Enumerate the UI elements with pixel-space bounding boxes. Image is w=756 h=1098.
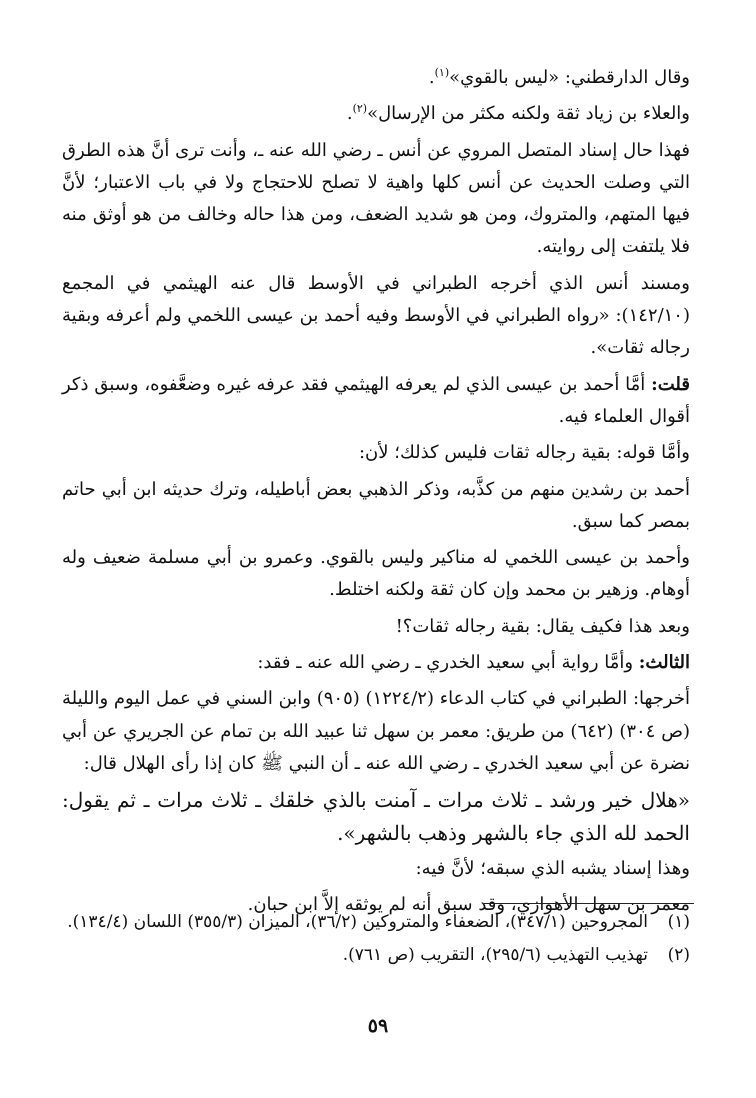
paragraph-kayfa: وبعد هذا فكيف يقال: بقية رجاله ثقات؟! [395,615,690,637]
page-number: ٥٩ [367,1015,389,1037]
footnotes [62,909,690,975]
thalith-label: الثالث: [638,652,690,674]
paragraph-musnad-anas: ومسند أنس الذي أخرجه الطبراني في الأوسط قال عنه الهيثمي في المجمع (١٤٢/١٠): «رواه الطبراني في الأوسط وفيه أحمد بن عيسى اللخمي ولم أعرفه وبقية رجاله ثقات». [62,272,690,359]
footnote-number: (١) [667,912,690,932]
paragraph-isnad-similar: وهذا إسناد يشبه الذي سبقه؛ لأنَّ فيه: [415,857,690,879]
footnote-number: (٢) [667,945,690,965]
paragraph-mamar: معمر بن سهل الأهوازي، وقد سبق أنه لم يوثقه إلاَّ ابن حبان. [247,894,690,916]
qultu-label: قلت: [651,373,690,395]
paragraph-baqiya: وأمَّا قوله: بقية رجاله ثقات فليس كذلك؛ لأن: [358,442,690,464]
paragraph-takhrij: أخرجها: الطبراني في كتاب الدعاء (١٢٢٤/٢) (٩٠٥) وابن السني في عمل اليوم والليلة (ص ٣٠٤) (٦٤٢) من طريق: معمر بن سهل ثنا عبيد الله بن تمام عن الجريري عن أبي نضرة عن أبي سعيد الخدري ـ رضي الله عنه ـ أن النبي ﷺ كان إذا رأى الهلال قال: [62,688,690,774]
paragraph-thalith: الثالث: وأمَّا رواية أبي سعيد الخدري ـ رضي الله عنه ـ فقد: [257,652,690,674]
footnote-text: المجروحين (٣٤٧/١)، الضعفاء والمتروكين (٣٦/٢)، الميزان (٣٥٥/٣) اللسان (١٣٤/٤). [67,912,648,932]
paragraph-rishdin: أحمد بن رشدين منهم من كذَّبه، وذكر الذهبي بعض أباطيله، وترك حديثه ابن أبي حاتم بمصر كما سبق. [62,478,690,532]
footnote-divider [484,903,694,904]
paragraph-lakhmi: وأحمد بن عيسى اللخمي له مناكير وليس بالقوي. وعمرو بن أبي مسلمة ضعيف وله أوهام. وزهير بن محمد وإن كان ثقة ولكنه اختلط. [62,547,690,601]
footnote-ref-1: (١) [434,66,450,79]
paragraph-daraqutni: وقال الدارقطني: «ليس بالقوي»$^{(١)}$. [428,66,690,88]
footnote-1 [62,909,690,936]
paragraph-qultu: قلت: أمَّا أحمد بن عيسى الذي لم يعرفه الهيثمي فقد عرفه غيره وضعَّفوه، وسبق ذكر أقوال العلماء فيه. [62,373,690,427]
main-text [62,62,690,921]
footnote-2 [62,942,690,969]
paragraph-alaa: والعلاء بن زياد ثقة ولكنه مكثر من الإرسال»$^{(٢)}$. [346,102,690,125]
footnote-ref-2: (٢) [352,102,368,116]
footnote-text: تهذيب التهذيب (٢٩٥/٦)، التقريب (ص ٧٦١). [342,945,648,965]
paragraph-hadith-text: «هلال خير ورشد ـ ثلاث مرات ـ آمنت بالذي خلقك ـ ثلاث مرات ـ ثم يقول: الحمد لله الذي جاء بالشهر وذهب بالشهر». [62,788,690,845]
paragraph-isnad-anas: فهذا حال إسناد المتصل المروي عن أنس ـ رضي الله عنه ـ، وأنت ترى أنَّ هذه الطرق التي وصلت الحديث عن أنس كلها واهية لا تصلح للاحتجاج ولا في باب الاعتبار؛ لأنَّ فيها المتهم، والمتروك، ومن هو شديد الضعف، ومن هذا حاله وخالف من هو أوثق منه فلا يلتفت إلى روايته. [62,139,690,258]
